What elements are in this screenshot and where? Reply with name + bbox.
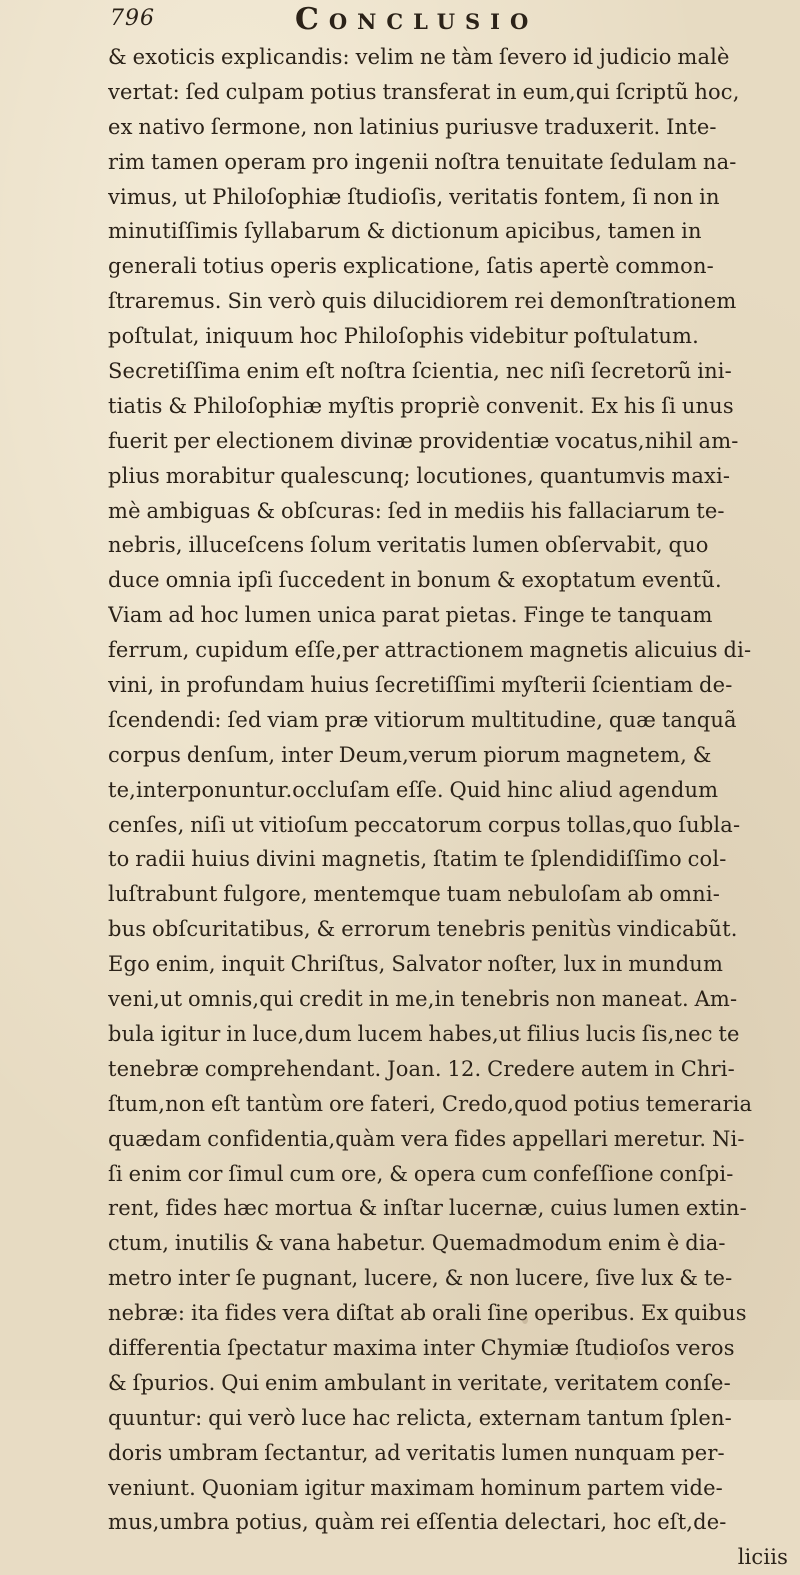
text-line: mè ambiguas & obſcuras: ſed in mediis his fallaciarum te-: [108, 498, 725, 523]
text-line: ſcendendi: ſed viam præ vitiorum multitudine, quæ tanquã: [108, 707, 737, 732]
text-line: quædam confidentia,quàm vera fides appellari meretur. Ni-: [108, 1126, 745, 1151]
text-line: poſtulat, iniquum hoc Philoſophis videbitur poſtulatum.: [108, 324, 699, 349]
text-line: differentia ſpectatur maxima inter Chymiæ ſtudioſos veros: [108, 1335, 735, 1360]
text-line: Ego enim, inquit Chriſtus, Salvator noſter, lux in mundum: [108, 952, 724, 977]
text-line: mus,umbra potius, quàm rei eſſentia delectari, hoc eſt,de-: [108, 1510, 727, 1535]
text-line: & ſpurios. Qui enim ambulant in veritate, veritatem conſe-: [108, 1370, 731, 1395]
text-line: veniunt. Quoniam igitur maximam hominum partem vide-: [108, 1475, 723, 1500]
text-line: vini, in profundam huius ſecretiſſimi myſterii ſcientiam de-: [108, 673, 733, 698]
paper-stain: [522, 1316, 528, 1324]
text-line: Secretiſſima enim eſt noſtra ſcientia, nec niſi ſecretorũ ini-: [108, 359, 732, 384]
text-line: rent, fides hæc mortua & inſtar lucernæ, cuius lumen extin-: [108, 1196, 747, 1221]
text-line: generali totius operis explicatione, ſatis apertè common-: [108, 254, 714, 279]
text-line: vimus, ut Philoſophiæ ſtudioſis, veritatis fontem, ſi non in: [108, 184, 720, 209]
text-line: ſi enim cor ſimul cum ore, & opera cum confeſſione conſpi-: [108, 1161, 734, 1186]
page-number: 796: [110, 6, 155, 31]
text-line: cenſes, niſi ut vitioſum peccatorum corpus tollas,quo ſubla-: [108, 812, 741, 837]
text-line: vertat: ſed culpam potius transferat in eum,qui ſcriptũ hoc,: [108, 79, 740, 104]
text-line: tiatis & Philoſophiæ myſtis propriè convenit. Ex his ſi unus: [108, 393, 734, 418]
text-line: ctum, inutilis & vana habetur. Quemadmodum enim è dia-: [108, 1231, 726, 1256]
text-line: nebræ: ita fides vera diſtat ab orali ſine operibus. Ex quibus: [108, 1301, 747, 1326]
text-line: te,interponuntur.occluſam eſſe. Quid hinc aliud agendum: [108, 777, 719, 802]
text-line: rim tamen operam pro ingenii noſtra tenuitate ſedulam na-: [108, 149, 737, 174]
body-text: [108, 40, 798, 1575]
text-line: luſtrabunt fulgore, mentemque tuam nebuloſam ab omni-: [108, 882, 720, 907]
text-line: plius morabitur qualescunq; locutiones, quantumvis maxi-: [108, 463, 731, 488]
text-line: tenebræ comprehendant. Joan. 12. Credere autem in Chri-: [108, 1056, 735, 1081]
text-line: & exoticis explicandis: velim ne tàm ſevero id judicio malè: [108, 45, 730, 69]
text-line: duce omnia ipſi ſuccedent in bonum & exoptatum eventũ.: [108, 568, 722, 593]
text-line: corpus denſum, inter Deum,verum piorum magnetem, &: [108, 742, 712, 767]
text-line: fuerit per electionem divinæ providentiæ vocatus,nihil am-: [108, 428, 739, 453]
text-line: ex nativo ſermone, non latinius puriusve traduxerit. Inte-: [108, 114, 717, 139]
text-line: nebris, illuceſcens ſolum veritatis lumen obſervabit, quo: [108, 533, 709, 558]
text-line: quuntur: qui verò luce hac relicta, externam tantum ſplen-: [108, 1405, 732, 1430]
catchword: liciis: [737, 1545, 788, 1570]
text-line: ſtum,non eſt tantùm ore fateri, Credo,quod potius temeraria: [108, 1091, 753, 1116]
text-line: minutiſſimis ſyllabarum & dictionum apicibus, tamen in: [108, 219, 702, 244]
page-header: [110, 2, 670, 40]
text-line: bus obſcuritatibus, & errorum tenebris penitùs vindicabũt.: [108, 917, 738, 942]
text-line: doris umbram ſectantur, ad veritatis lumen nunquam per-: [108, 1440, 725, 1465]
text-line: ſtraremus. Sin verò quis dilucidiorem rei demonſtrationem: [108, 289, 737, 314]
text-line: bula igitur in luce,dum lucem habes,ut filius lucis ſis,nec te: [108, 1021, 740, 1046]
text-line: ferrum, cupidum eſſe,per attractionem magnetis alicuius di-: [108, 638, 752, 663]
running-head: Conclusio: [295, 2, 539, 37]
paper-stain: [614, 1354, 618, 1360]
text-line: Viam ad hoc lumen unica parat pietas. Finge te tanquam: [108, 603, 713, 628]
text-line: veni,ut omnis,qui credit in me,in tenebris non maneat. Am-: [108, 987, 738, 1012]
text-line: metro inter ſe pugnant, lucere, & non lucere, ſive lux & te-: [108, 1266, 733, 1291]
text-line: to radii huius divini magnetis, ſtatim te ſplendidiſſimo col-: [108, 847, 727, 872]
